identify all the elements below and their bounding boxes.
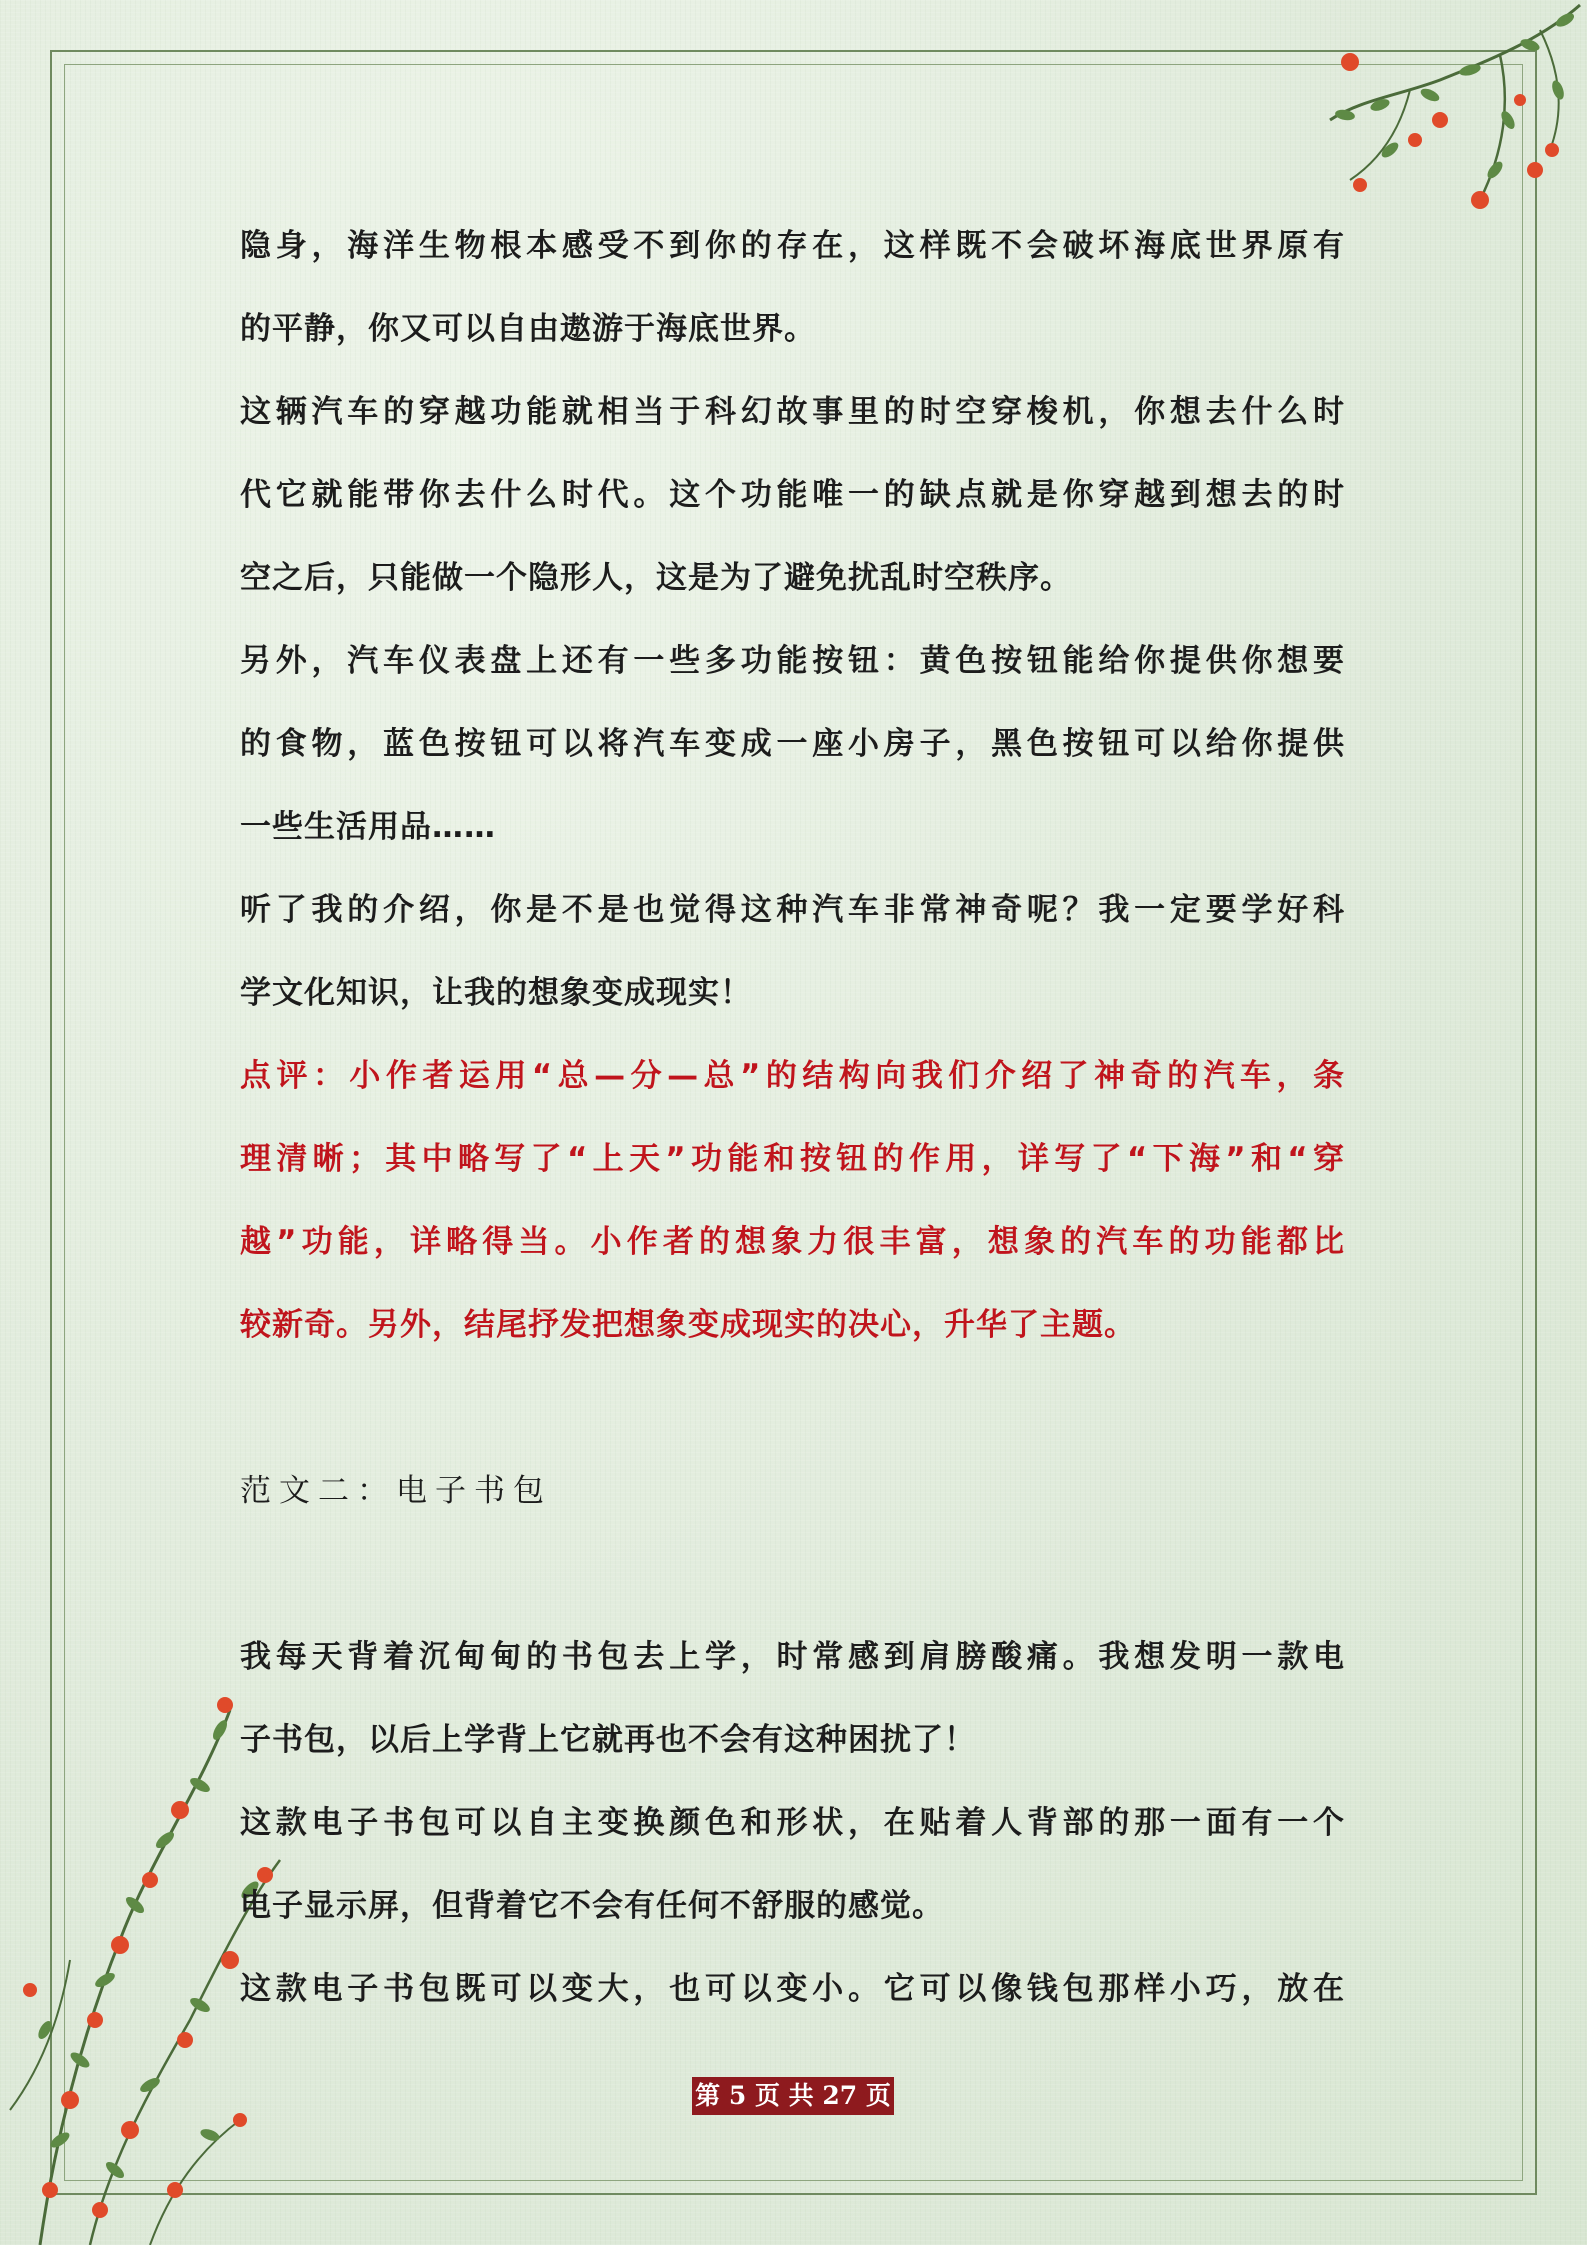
text-line: 另外，汽车仪表盘上还有一些多功能按钮：黄色按钮能给你提供你想要 bbox=[240, 643, 1345, 679]
text-line: 隐身，海洋生物根本感受不到你的存在，这样既不会破坏海底世界原有 bbox=[240, 228, 1345, 264]
text-line: 子书包，以后上学背上它就再也不会有这种困扰了！ bbox=[240, 1722, 976, 1758]
comment-line: 理清晰；其中略写了“上天”功能和按钮的作用，详写了“下海”和“穿 bbox=[240, 1141, 1345, 1177]
text-line: 的食物，蓝色按钮可以将汽车变成一座小房子，黑色按钮可以给你提供 bbox=[240, 726, 1345, 762]
page-number-badge: 第 5 页 共 27 页 bbox=[692, 2077, 894, 2115]
text-line: 这辆汽车的穿越功能就相当于科幻故事里的时空穿梭机，你想去什么时 bbox=[240, 394, 1345, 430]
paragraph bbox=[240, 371, 1345, 620]
text-line: 这款电子书包可以自主变换颜色和形状，在贴着人背部的那一面有一个 bbox=[240, 1805, 1345, 1841]
text-line: 我每天背着沉甸甸的书包去上学，时常感到肩膀酸痛。我想发明一款电 bbox=[240, 1639, 1345, 1675]
text-line: 这款电子书包既可以变大，也可以变小。它可以像钱包那样小巧，放在 bbox=[240, 1971, 1345, 2007]
paragraph bbox=[240, 1782, 1345, 1948]
text-line: 电子显示屏，但背着它不会有任何不舒服的感觉。 bbox=[240, 1888, 944, 1924]
page-content bbox=[240, 205, 1345, 2031]
spacer bbox=[240, 1367, 1345, 1450]
comment-line: 点评：小作者运用“总—分—总”的结构向我们介绍了神奇的汽车，条 bbox=[240, 1058, 1345, 1094]
text-line: 空之后，只能做一个隐形人，这是为了避免扰乱时空秩序。 bbox=[240, 560, 1072, 596]
section-title: 范文二：电子书包 bbox=[240, 1473, 552, 1509]
paragraph bbox=[240, 1616, 1345, 1782]
paragraph bbox=[240, 1948, 1345, 2031]
comment-paragraph bbox=[240, 1035, 1345, 1367]
text-line: 的平静，你又可以自由遨游于海底世界。 bbox=[240, 311, 816, 347]
paragraph bbox=[240, 205, 1345, 371]
text-line: 一些生活用品…… bbox=[240, 809, 496, 845]
text-line: 听了我的介绍，你是不是也觉得这种汽车非常神奇呢？我一定要学好科 bbox=[240, 892, 1345, 928]
text-line: 代它就能带你去什么时代。这个功能唯一的缺点就是你穿越到想去的时 bbox=[240, 477, 1345, 513]
comment-line: 越”功能，详略得当。小作者的想象力很丰富，想象的汽车的功能都比 bbox=[240, 1224, 1345, 1260]
paragraph bbox=[240, 620, 1345, 869]
paragraph bbox=[240, 869, 1345, 1035]
comment-line: 较新奇。另外，结尾抒发把想象变成现实的决心，升华了主题。 bbox=[240, 1307, 1136, 1343]
text-line: 学文化知识，让我的想象变成现实！ bbox=[240, 975, 752, 1011]
spacer bbox=[240, 1533, 1345, 1616]
